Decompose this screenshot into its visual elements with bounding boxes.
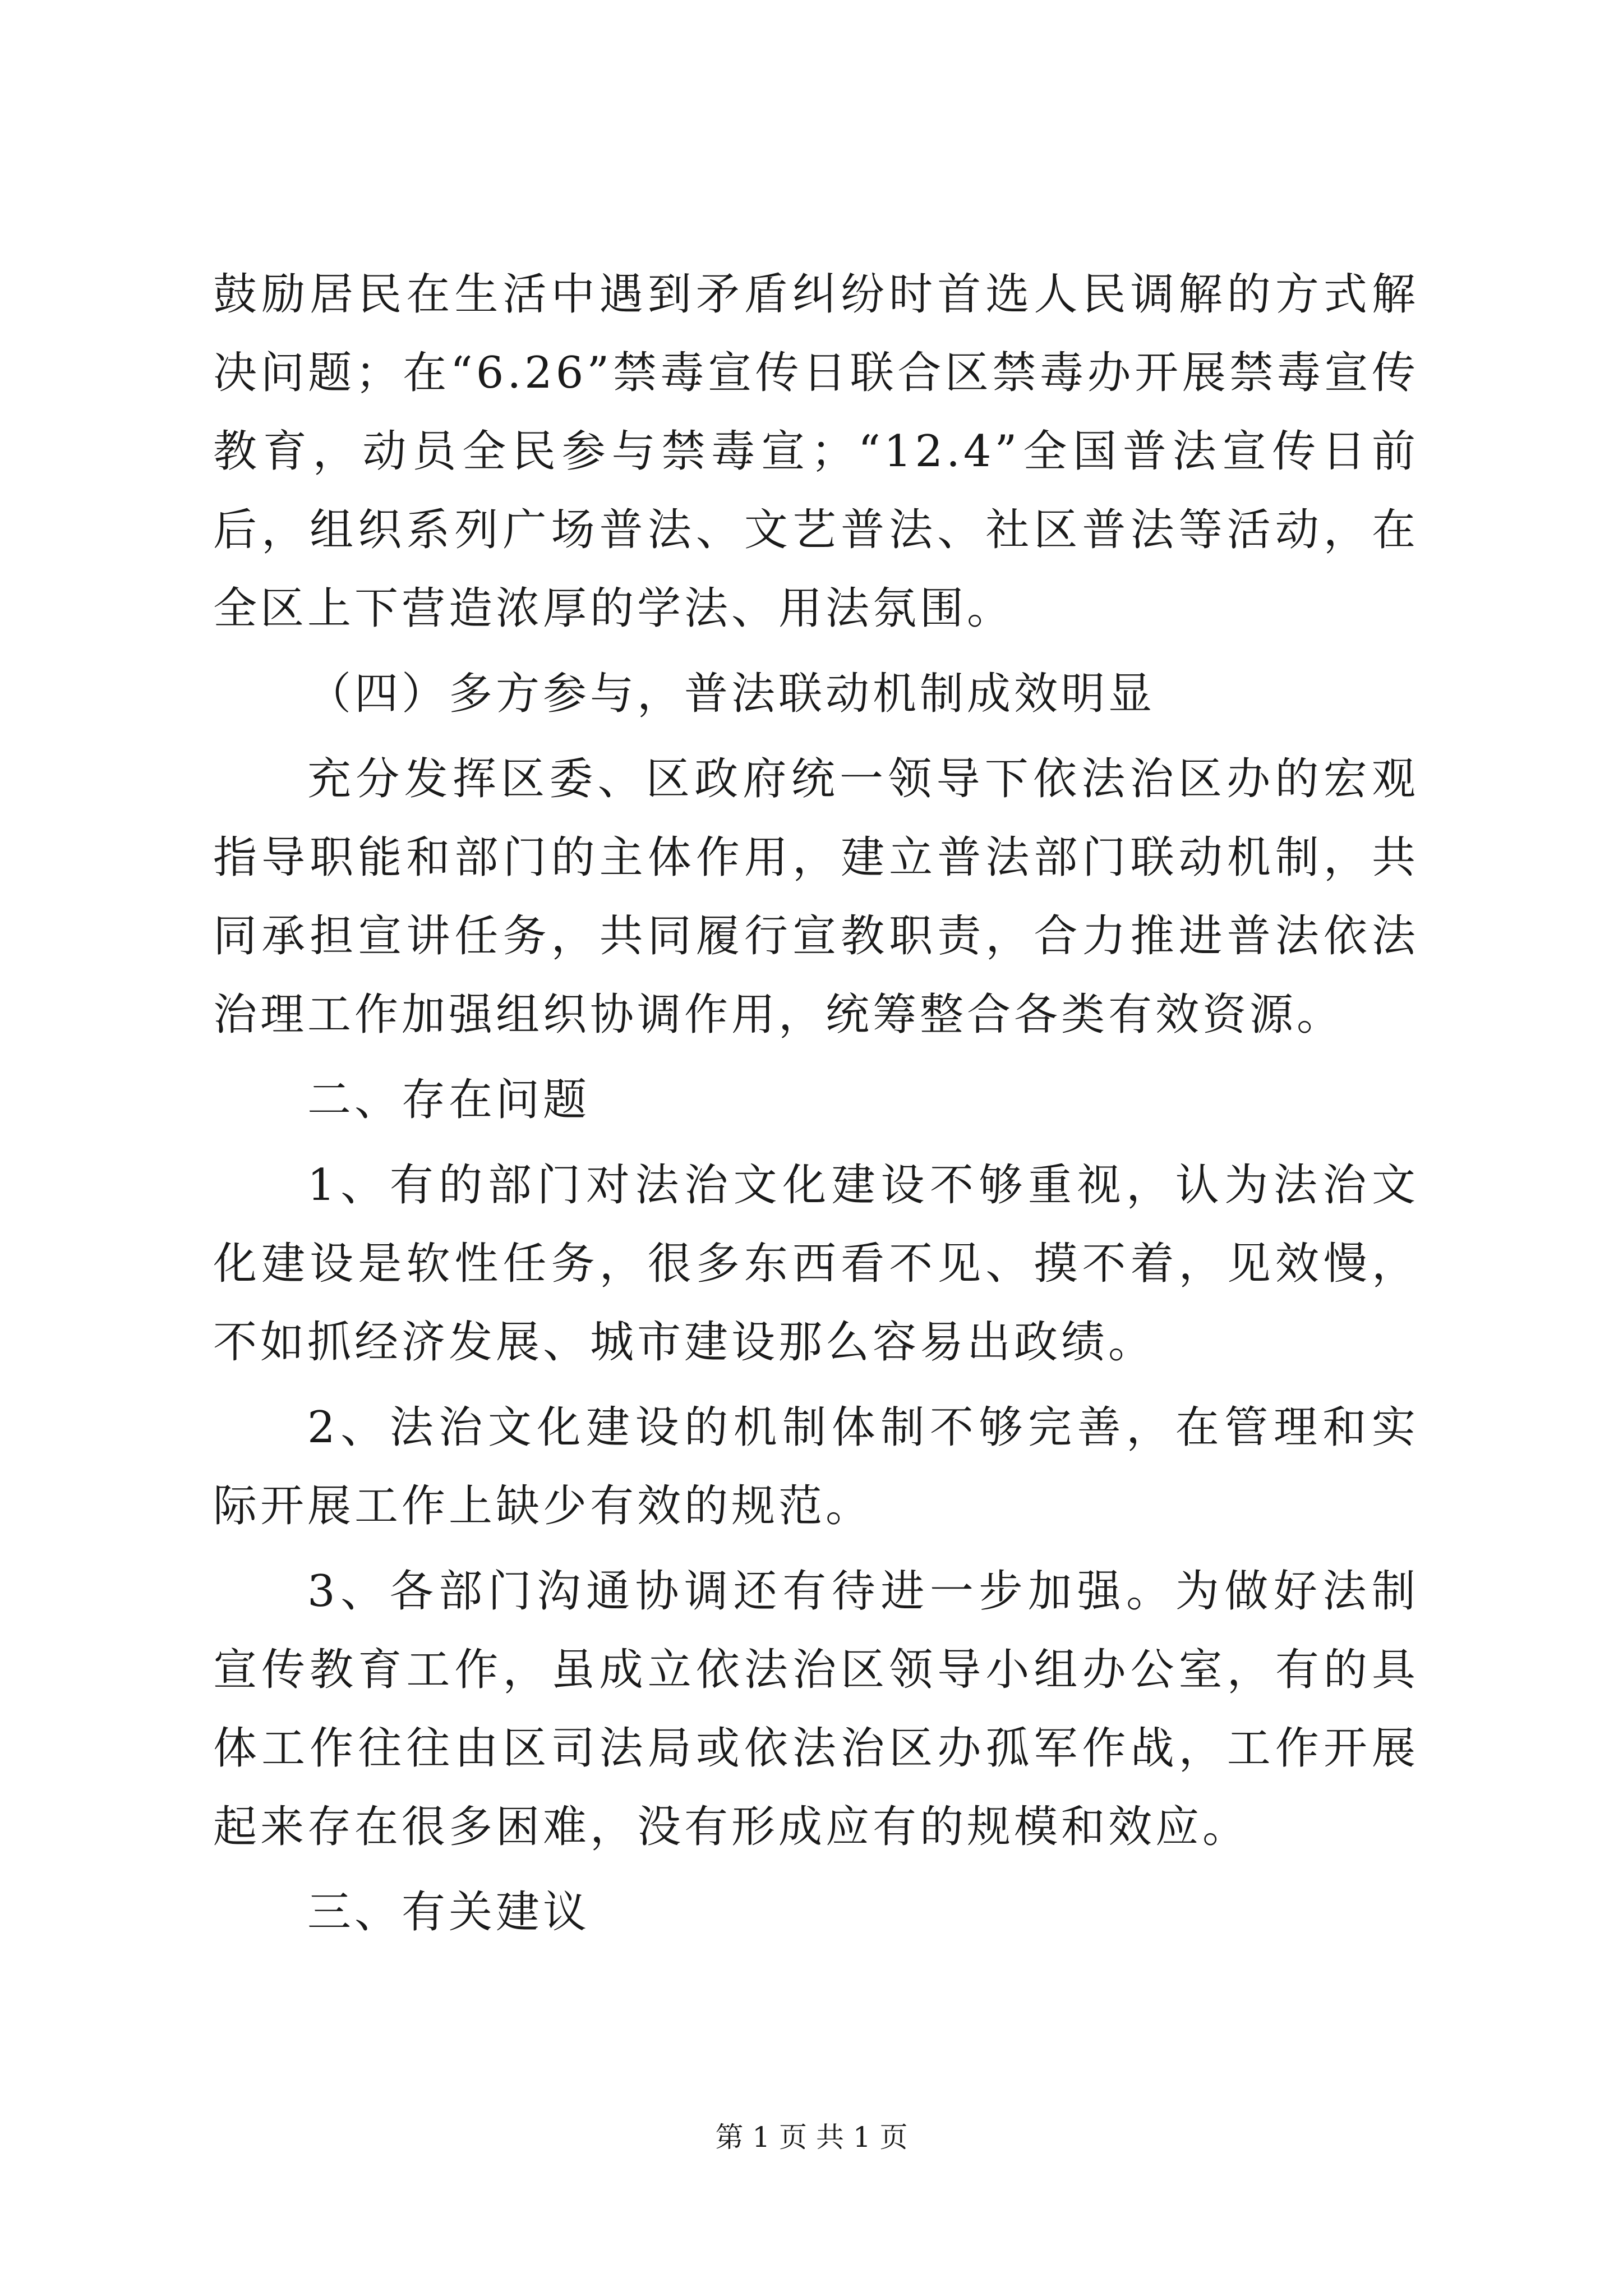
paragraph-problem-3: 3、各部门沟通协调还有待进一步加强。为做好法制宣传教育工作，虽成立依法治区领导小组办公室，有的具体工作往往由区司法局或依法治区办孤军作战，工作开展起来存在很多困难，没有形成应有的规模和效应。 — [213, 1566, 1419, 1852]
heading-suggestions: 三、有关建议 — [307, 1887, 591, 1938]
paragraph-problem-1: 1、有的部门对法治文化建设不够重视，认为法治文化建设是软性任务，很多东西看不见、摸不着，见效慢，不如抓经济发展、城市建设那么容易出政绩。 — [213, 1160, 1419, 1368]
subheading-multi-party-participation: （四）多方参与，普法联动机制成效明显 — [307, 669, 1156, 719]
paragraph-linkage-mechanism: 充分发挥区委、区政府统一领导下依法治区办的宏观指导职能和部门的主体作用，建立普法部门联动机制，共同承担宣讲任务，共同履行宣教职责，合力推进普法依法治理工作加强组织协调作用，统筹整合各类有效资源。 — [213, 754, 1419, 1040]
paragraph-problem-2: 2、法治文化建设的机制体制不够完善，在管理和实际开展工作上缺少有效的规范。 — [213, 1402, 1419, 1531]
document-body — [213, 255, 1419, 1952]
paragraph-continued: 鼓励居民在生活中遇到矛盾纠纷时首选人民调解的方式解决问题；在“6.26”禁毒宣传日联合区禁毒办开展禁毒宣传教育，动员全民参与禁毒宣；“12.4”全国普法宣传日前后，组织系列广场普法、文艺普法、社区普法等活动，在全区上下营造浓厚的学法、用法氛围。 — [213, 269, 1419, 634]
heading-existing-problems: 二、存在问题 — [307, 1075, 591, 1125]
page-number-footer: 第 1 页 共 1 页 — [715, 2121, 908, 2154]
